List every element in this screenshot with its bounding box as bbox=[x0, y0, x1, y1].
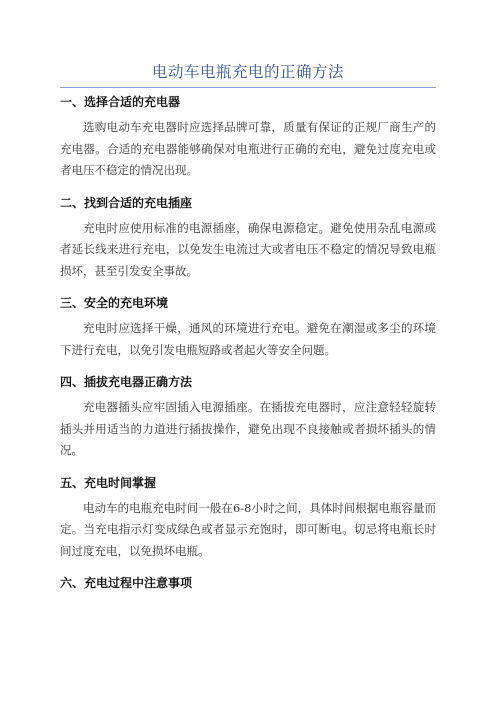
section-heading: 六、充电过程中注意事项 bbox=[60, 576, 193, 590]
section-1 bbox=[60, 92, 436, 182]
section-2 bbox=[60, 193, 436, 283]
section-4 bbox=[60, 372, 436, 462]
document-content bbox=[60, 92, 436, 593]
section-heading: 四、插拔充电器正确方法 bbox=[60, 375, 193, 389]
section-paragraph: 充电时应使用标准的电源插座，确保电源稳定。避免使用杂乱电源或者延长线来进行充电，以免发生电流过大或者电压不稳定的情况导致电瓶损坏，甚至引发安全事故。 bbox=[60, 220, 436, 278]
section-paragraph: 电动车的电瓶充电时间一般在6-8小时之间，具体时间根据电瓶容量而定。当充电指示灯变成绿色或者显示充饱时，即可断电。切忌将电瓶长时间过度充电，以免损坏电瓶。 bbox=[60, 500, 436, 558]
section-heading: 二、找到合适的充电插座 bbox=[60, 195, 193, 210]
section-paragraph: 充电时应选择干燥，通风的环境进行充电。避免在潮湿或多尘的环境下进行充电，以免引发电瓶短路或者起火等安全问题。 bbox=[60, 321, 436, 357]
section-heading: 一、选择合适的充电器 bbox=[60, 95, 181, 109]
section-5 bbox=[60, 473, 436, 563]
section-paragraph: 充电器插头应牢固插入电源插座。在插拔充电器时，应注意轻轻旋转插头并用适当的力道进行插拔操作，避免出现不良接触或者损坏插头的情况。 bbox=[60, 400, 436, 457]
section-3 bbox=[60, 293, 436, 361]
title-divider bbox=[60, 87, 436, 88]
section-heading: 三、安全的充电环境 bbox=[60, 296, 169, 310]
section-heading: 五、充电时间掌握 bbox=[60, 475, 157, 490]
section-6 bbox=[60, 573, 436, 593]
section-paragraph: 选购电动车充电器时应选择品牌可靠，质量有保证的正规厂商生产的充电器。合适的充电器能够确保对电瓶进行正确的充电，避免过度充电或者电压不稳定的情况出现。 bbox=[60, 120, 436, 177]
document-title: 电动车电瓶充电的正确方法 bbox=[151, 63, 344, 81]
